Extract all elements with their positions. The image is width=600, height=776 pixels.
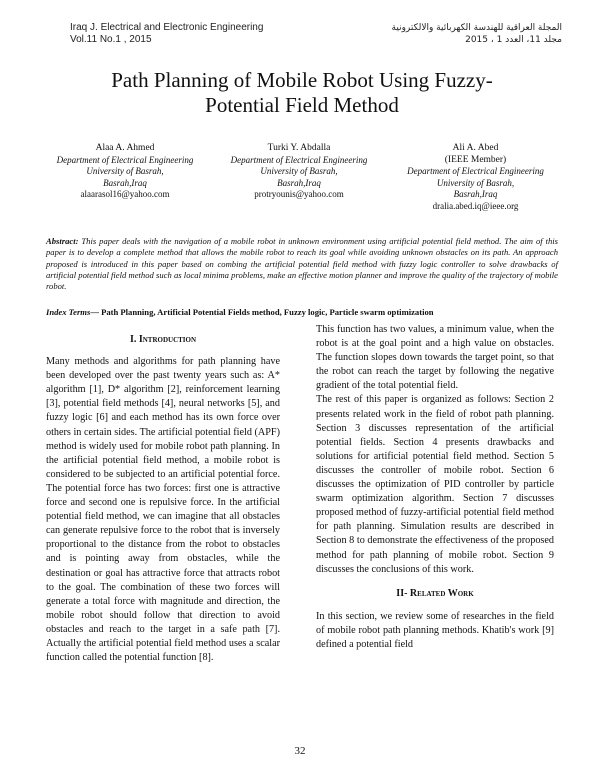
author-univ: University of Basrah, xyxy=(86,166,164,176)
author-email[interactable]: alaarasol16@yahoo.com xyxy=(80,189,170,199)
right-column xyxy=(316,323,554,652)
journal-name-ar: المجلة العراقية للهندسة الكهربائية والالكترونية xyxy=(391,23,562,33)
journal-header-ar xyxy=(392,22,562,46)
index-terms-label: Index Terms xyxy=(46,307,91,317)
author-city: Basrah,Iraq xyxy=(453,189,498,199)
author-univ: University of Basrah, xyxy=(436,177,515,188)
abstract xyxy=(46,236,558,292)
introduction-paragraph: Many methods and algorithms for path planning have been developed over the past twenty years such as: A* algorithm [1], D* algorithm [2], reinforcement learning [3], potential field methods [4], neural networks [5], and fuzzy logic [6] and each method has its own force over others in certain sides. The artificial potential field (APF) method is widely used for mobile robot path planning. In the artificial potential field method, a mobile robot is considered to be subjected to an artificial potential force. The potential force has two forces: first one is attractive force and second one is repulsive force. In the artificial potential field method, we can imagine that all obstacles can generate repulsive force to the robot that is inversely proportional to the distance from the robot to obstacles and is pointing away from obstacles, while the destination or goal has attractive force that attracts robot to the goal. The combination of these two forces will generate a total force with magnitude and direction, the mobile robot should follow that direction to avoid obstacles and reach to the target in a safe path [7]. Actually the artificial potential field method uses a scalar function called the potential function [8]. xyxy=(46,356,280,664)
author-3 xyxy=(388,143,563,212)
body-paragraph: In this section, we review some of researches in the field of mobile robot path planning methods. Khatib's work [9] defined a potential field xyxy=(316,610,554,650)
author-2 xyxy=(214,143,384,201)
author-email[interactable]: protryounis@yahoo.com xyxy=(254,189,344,199)
author-dept: Department of Electrical Engineering xyxy=(230,154,368,165)
paper-title-line2: Potential Field Method xyxy=(205,93,399,117)
page-number: 32 xyxy=(294,745,306,757)
left-column xyxy=(46,333,280,665)
paper-title xyxy=(60,68,544,118)
journal-volume-en: Vol.11 No.1 , 2015 xyxy=(70,34,152,45)
abstract-text: This paper deals with the navigation of a mobile robot in unknown environment using artificial potential field method. The aim of this paper is to develop a complete method that allows the mobile robot to reach its goal while avoiding unknown obstacles on its path. An approach proposed is introduced in this paper based on combing the artificial potential field method with fuzzy logic controller to solve drawbacks of artificial potential field method such as local minima problems, make an effective motion planner and improve the quality of the trajectory of mobile robot. xyxy=(46,236,558,292)
section-heading-introduction xyxy=(46,333,280,347)
author-membership: (IEEE Member) xyxy=(444,154,507,165)
index-terms xyxy=(46,307,566,317)
section-number: II- xyxy=(396,587,410,599)
abstract-label: Abstract: xyxy=(46,236,79,246)
author-name: Turki Y. Abdalla xyxy=(267,143,331,153)
author-email[interactable]: dralia.abed.iq@ieee.org xyxy=(432,200,519,211)
section-heading-related-work xyxy=(316,587,554,601)
section-number: I. xyxy=(129,334,139,345)
author-dept: Department of Electrical Engineering xyxy=(407,166,544,176)
author-univ: University of Basrah, xyxy=(260,166,338,176)
author-city: Basrah,Iraq xyxy=(277,177,321,188)
journal-header-en xyxy=(70,22,263,46)
section-title: Introduction xyxy=(138,334,197,345)
author-dept: Department of Electrical Engineering xyxy=(56,154,194,165)
journal-volume-ar: مجلد 11، العدد 1 ، 2015 xyxy=(465,35,562,45)
section-title: Related Work xyxy=(409,587,474,599)
author-city: Basrah,Iraq xyxy=(103,177,147,188)
author-name: Ali A. Abed xyxy=(452,143,499,153)
body-paragraph: The rest of this paper is organized as follows: Section 2 presents related work in the field of robot path planning. Section 3 discusses representation of the artificial potential fields. Section 4 presents drawbacks and solutions for artificial potential field method. Section 5 discusses the controller of mobile robot. Section 6 discusses the optimization of PID controller by particle swarm optimization algorithm. Section 7 discusses proposed method of fuzzy-artificial potential field method for path planning. Simulation results are described in Section 8 to demonstrate the effectiveness of the proposed method for path planning of mobile robot. Section 9 discusses the conclusions of this work. xyxy=(316,394,554,575)
author-name: Alaa A. Ahmed xyxy=(95,143,155,153)
body-paragraph: This function has two values, a minimum value, when the robot is at the goal point and a high value on obstacles. The function slopes down towards the target point, so that the robot can reach the target by following the negative gradient of the total potential field. xyxy=(316,324,554,392)
paper-title-line1: Path Planning of Mobile Robot Using Fuzzy- xyxy=(111,68,493,92)
index-terms-text: — Path Planning, Artificial Potential Fields method, Fuzzy logic, Particle swarm optimization xyxy=(90,307,434,317)
author-1 xyxy=(40,143,210,201)
journal-name-en: Iraq J. Electrical and Electronic Engineering xyxy=(70,22,264,33)
